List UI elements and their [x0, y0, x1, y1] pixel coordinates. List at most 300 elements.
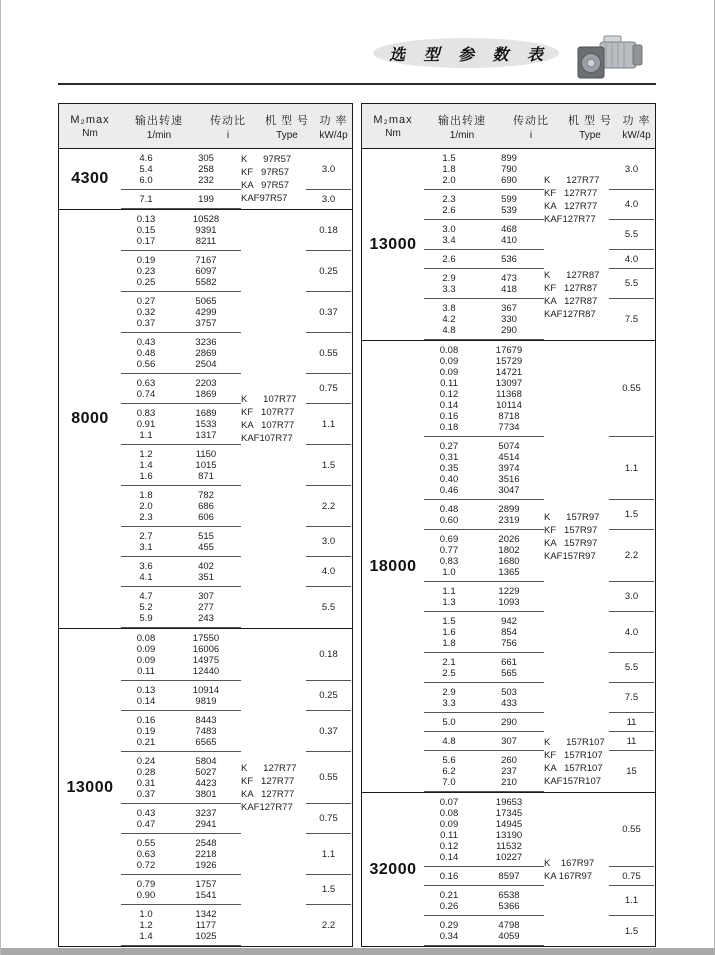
type-group — [424, 732, 655, 792]
table-row — [121, 277, 241, 288]
power-group — [121, 875, 352, 905]
type-group-stack — [121, 210, 352, 628]
selection-tables — [1, 103, 714, 947]
power-cell: 1.5 — [306, 875, 351, 905]
power-group — [121, 587, 352, 628]
speed-cell: 5.9 — [139, 612, 153, 624]
table-row — [424, 616, 544, 627]
power-cell: 0.75 — [306, 374, 351, 404]
table-row — [424, 205, 544, 216]
speed-cell: 0.43 — [136, 807, 156, 819]
ratio-cell: 1177 — [195, 919, 217, 931]
speed-cell: 0.40 — [439, 473, 459, 485]
speed-cell: 0.90 — [136, 889, 156, 901]
table-row — [121, 756, 241, 767]
ratio-cell: 8211 — [195, 235, 217, 247]
speed-cell: 7.0 — [442, 776, 456, 788]
speed-ratio-cells — [121, 875, 241, 905]
ratio-cell: 3974 — [498, 462, 520, 474]
table-row — [121, 644, 241, 655]
speed-cell: 0.21 — [439, 889, 459, 901]
power-cell: 7.5 — [609, 683, 654, 713]
table-row — [424, 422, 544, 433]
power-group — [121, 629, 352, 681]
speed-cell: 0.77 — [439, 544, 459, 556]
ratio-cell: 871 — [198, 470, 214, 482]
type-column-spacer — [544, 886, 609, 916]
type-label: KAF157R107 — [544, 776, 602, 787]
table-row — [424, 367, 544, 378]
speed-cell: 0.28 — [136, 766, 156, 778]
table-row — [424, 164, 544, 175]
speed-cell: 0.12 — [439, 840, 459, 852]
ratio-cell: 2203 — [195, 377, 217, 389]
col-header-ratio: 传动比 i — [513, 114, 549, 141]
table-row — [424, 356, 544, 367]
speed-cell: 0.55 — [136, 837, 156, 849]
ratio-cell: 2026 — [498, 533, 520, 545]
power-group — [121, 210, 352, 251]
type-column-spacer — [544, 751, 609, 792]
table-row — [424, 597, 544, 608]
speed-cell: 0.43 — [136, 336, 156, 348]
table-row — [424, 452, 544, 463]
ratio-cell: 260 — [501, 754, 517, 766]
power-cell: 0.18 — [306, 210, 351, 251]
torque-section — [362, 792, 655, 946]
speed-cell: 3.1 — [139, 541, 153, 553]
type-group-stack — [424, 793, 655, 946]
table-row — [424, 687, 544, 698]
ratio-cell: 10914 — [192, 684, 220, 696]
table-row — [121, 613, 241, 624]
power-group — [424, 886, 655, 916]
speed-cell: 0.32 — [136, 306, 156, 318]
power-group — [121, 374, 352, 404]
table-row — [121, 531, 241, 542]
ratio-cell: 402 — [198, 560, 214, 572]
table-row — [121, 214, 241, 225]
type-label: KA 127R77 — [544, 200, 598, 212]
table-row — [121, 501, 241, 512]
ratio-cell: 4299 — [195, 306, 217, 318]
ratio-cell: 756 — [501, 637, 517, 649]
ratio-cell: 854 — [501, 626, 517, 638]
speed-ratio-cells — [424, 500, 544, 530]
speed-cell: 0.08 — [439, 344, 459, 356]
speed-cell: 0.13 — [136, 213, 156, 225]
torque-section — [59, 209, 352, 628]
speed-cell: 7.1 — [139, 193, 153, 205]
speed-cell: 0.83 — [439, 555, 459, 567]
ratio-cell: 7483 — [195, 725, 217, 737]
speed-cell: 0.79 — [136, 878, 156, 890]
type-group — [121, 210, 352, 628]
speed-ratio-cells — [121, 711, 241, 752]
power-group — [121, 752, 352, 804]
type-label: KA 157R97 — [544, 537, 598, 549]
speed-ratio-cells — [424, 867, 544, 886]
ratio-cell: 1093 — [498, 596, 520, 608]
power-group — [424, 793, 655, 867]
speed-cell: 3.3 — [442, 283, 456, 295]
ratio-cell: 237 — [501, 765, 517, 777]
speed-ratio-cells — [424, 886, 544, 916]
ratio-cell: 790 — [501, 163, 517, 175]
type-group-stack — [424, 341, 655, 792]
table-row — [121, 512, 241, 523]
type-column-spacer — [241, 445, 306, 486]
type-column-spacer — [544, 732, 609, 751]
table-row — [424, 303, 544, 314]
speed-ratio-cells — [424, 341, 544, 437]
speed-cell: 0.18 — [439, 421, 459, 433]
ratio-cell: 8443 — [195, 714, 217, 726]
power-cell: 2.2 — [321, 920, 336, 931]
speed-ratio-cells — [424, 190, 544, 220]
power-cell: 11 — [609, 713, 654, 732]
speed-ratio-cells — [424, 683, 544, 713]
ratio-cell: 5074 — [498, 440, 520, 452]
table-row — [424, 901, 544, 912]
table-row — [121, 591, 241, 602]
speed-cell: 6.0 — [139, 174, 153, 186]
speed-ratio-cells — [121, 251, 241, 292]
table-row — [424, 766, 544, 777]
speed-cell: 1.6 — [442, 626, 456, 638]
speed-cell: 2.9 — [442, 272, 456, 284]
table-row — [121, 359, 241, 370]
speed-cell: 0.16 — [439, 410, 459, 422]
table-row — [424, 389, 544, 400]
col-header-output-speed: 输出转速 1/min — [438, 114, 486, 141]
ratio-cell: 10114 — [496, 399, 522, 411]
page-header — [1, 0, 714, 103]
type-label: K 167R97 — [544, 857, 595, 869]
type-group — [424, 149, 655, 250]
ratio-cell: 2218 — [195, 848, 217, 860]
type-label: K 157R97 — [544, 511, 600, 523]
speed-ratio-cells — [424, 220, 544, 250]
type-column-spacer — [241, 292, 306, 333]
ratio-cell: 5366 — [498, 900, 520, 912]
col-header-power: 功 率 kW/4p — [319, 114, 348, 141]
table-row — [121, 726, 241, 737]
power-group — [424, 220, 655, 250]
type-label: KAF157R97 — [544, 550, 596, 562]
power-group — [121, 404, 352, 445]
power-group — [424, 582, 655, 612]
power-group — [424, 612, 655, 653]
table-row — [424, 545, 544, 556]
power-group — [121, 905, 352, 946]
type-column-spacer — [544, 149, 609, 190]
ratio-cell: 9819 — [195, 695, 217, 707]
speed-ratio-cells — [424, 732, 544, 751]
table-row — [424, 474, 544, 485]
ratio-cell: 258 — [198, 163, 214, 175]
speed-cell: 0.11 — [440, 829, 458, 841]
type-label: K 107R77 — [241, 394, 297, 405]
ratio-cell: 473 — [501, 272, 517, 284]
speed-cell: 0.19 — [136, 254, 156, 266]
ratio-cell: 536 — [501, 253, 517, 265]
table-row — [424, 175, 544, 186]
ratio-cell: 330 — [501, 313, 517, 325]
table-left — [58, 103, 353, 947]
ratio-cell: 1365 — [498, 566, 520, 578]
power-cell: 0.25 — [306, 681, 351, 711]
speed-cell: 0.72 — [136, 859, 156, 871]
type-column-spacer — [241, 210, 306, 251]
power-group — [121, 711, 352, 752]
ratio-cell: 2869 — [195, 347, 217, 359]
ratio-cell: 942 — [501, 615, 517, 627]
speed-ratio-cells — [121, 527, 241, 557]
ratio-cell: 19653 — [495, 796, 523, 808]
ratio-cell: 210 — [501, 776, 517, 788]
table-row — [121, 572, 241, 583]
speed-cell: 4.6 — [139, 152, 153, 164]
speed-cell: 0.16 — [136, 714, 156, 726]
power-group — [424, 713, 655, 732]
table-row — [121, 808, 241, 819]
table-row — [424, 717, 544, 728]
speed-cell: 1.1 — [442, 585, 456, 597]
table-row — [121, 860, 241, 871]
power-group — [424, 530, 655, 582]
ratio-cell: 4059 — [498, 930, 520, 942]
type-label: K 127R77 — [544, 174, 600, 186]
ratio-cell: 5804 — [195, 755, 217, 767]
speed-ratio-cells — [424, 751, 544, 792]
power-cell: 5.5 — [609, 220, 654, 250]
power-cell: 3.0 — [609, 582, 654, 612]
ratio-cell: 410 — [501, 234, 517, 246]
power-cell: 1.5 — [624, 925, 639, 937]
ratio-cell: 1025 — [195, 930, 217, 942]
type-column-spacer — [544, 793, 609, 867]
speed-ratio-cells — [121, 834, 241, 875]
speed-cell: 0.16 — [439, 870, 459, 882]
ratio-cell: 290 — [501, 324, 517, 336]
type-column-spacer — [241, 629, 306, 681]
type-group — [424, 341, 655, 732]
power-cell: 4.0 — [609, 190, 654, 220]
table-row — [121, 471, 241, 482]
type-column-spacer — [544, 653, 609, 683]
type-group — [424, 793, 655, 946]
ratio-cell: 277 — [198, 601, 214, 613]
speed-cell: 3.0 — [442, 223, 456, 235]
table-row — [121, 920, 241, 931]
speed-cell: 1.8 — [139, 489, 153, 501]
speed-cell: 0.09 — [439, 818, 459, 830]
speed-cell: 3.8 — [442, 302, 456, 314]
table-row — [121, 666, 241, 677]
type-column-spacer — [544, 582, 609, 612]
table-row — [121, 266, 241, 277]
speed-cell: 2.3 — [139, 511, 153, 523]
speed-ratio-cells — [121, 486, 241, 527]
ratio-cell: 17679 — [495, 344, 523, 356]
ratio-cell: 199 — [198, 193, 214, 205]
speed-cell: 0.48 — [439, 503, 459, 515]
table-row — [121, 715, 241, 726]
type-label: KF 157R97 — [544, 524, 598, 536]
type-group-stack — [121, 149, 352, 209]
ratio-cell: 1757 — [195, 878, 217, 890]
table-row — [121, 561, 241, 572]
speed-cell: 0.63 — [136, 848, 156, 860]
table-row — [121, 449, 241, 460]
ratio-cell: 539 — [501, 204, 517, 216]
ratio-cell: 5027 — [195, 766, 217, 778]
table-row — [424, 314, 544, 325]
power-group — [121, 557, 352, 587]
speed-cell: 1.5 — [442, 615, 456, 627]
speed-cell: 0.35 — [439, 462, 459, 474]
speed-cell: 0.14 — [439, 851, 459, 863]
ratio-cell: 1317 — [195, 429, 217, 441]
table-row — [121, 408, 241, 419]
speed-cell: 6.2 — [442, 765, 456, 777]
speed-cell: 1.8 — [442, 637, 456, 649]
speed-cell: 4.8 — [442, 324, 456, 336]
table-row — [424, 325, 544, 336]
table-row — [121, 685, 241, 696]
speed-ratio-cells — [121, 190, 241, 209]
power-cell: 5.5 — [609, 653, 654, 683]
speed-cell: 0.63 — [136, 377, 156, 389]
speed-cell: 0.14 — [439, 399, 459, 411]
ratio-cell: 3236 — [195, 336, 217, 348]
table-row — [424, 194, 544, 205]
power-cell: 0.55 — [609, 793, 654, 867]
speed-cell: 2.9 — [442, 686, 456, 698]
speed-ratio-cells — [121, 557, 241, 587]
table-row — [424, 830, 544, 841]
torque-section — [59, 149, 352, 209]
power-cell: 0.25 — [306, 251, 351, 292]
power-cell: 3.0 — [306, 149, 351, 190]
speed-cell: 5.6 — [442, 754, 456, 766]
speed-cell: 0.08 — [136, 632, 156, 644]
page-title-banner — [373, 38, 559, 68]
table-row — [424, 808, 544, 819]
power-group — [424, 732, 655, 751]
type-label: KA 157R107 — [544, 763, 603, 774]
type-column-spacer — [544, 341, 609, 437]
speed-cell: 0.83 — [136, 407, 156, 419]
ratio-cell: 13190 — [495, 829, 523, 841]
type-column-spacer — [241, 711, 306, 752]
speed-cell: 4.8 — [442, 735, 456, 747]
col-header-torque: M₂max Nm — [373, 113, 413, 139]
type-label: KF 127R77 — [544, 187, 598, 199]
type-column-spacer — [241, 875, 306, 905]
power-group — [121, 190, 352, 209]
speed-cell: 0.13 — [136, 684, 156, 696]
table-row — [424, 920, 544, 931]
speed-cell: 0.74 — [136, 388, 156, 400]
ratio-cell: 8718 — [498, 410, 520, 422]
table-row — [121, 337, 241, 348]
speed-cell: 0.31 — [439, 451, 459, 463]
speed-cell: 0.37 — [136, 788, 156, 800]
ratio-cell: 5582 — [195, 276, 217, 288]
type-column-spacer — [241, 333, 306, 374]
power-group — [424, 867, 655, 886]
speed-ratio-cells — [424, 582, 544, 612]
table-row — [121, 153, 241, 164]
speed-cell: 5.0 — [442, 716, 456, 728]
power-cell: 1.1 — [609, 437, 654, 500]
power-cell: 0.37 — [306, 711, 351, 752]
speed-ratio-cells — [121, 445, 241, 486]
ratio-cell: 565 — [501, 667, 517, 679]
table-row — [121, 849, 241, 860]
ratio-cell: 14945 — [495, 818, 523, 830]
speed-cell: 0.26 — [439, 900, 459, 912]
table-row — [121, 175, 241, 186]
type-column-spacer — [544, 220, 609, 250]
speed-ratio-cells — [424, 149, 544, 190]
power-group — [424, 341, 655, 437]
ratio-cell: 1802 — [498, 544, 520, 556]
col-header-output-speed: 输出转速 1/min — [135, 114, 183, 141]
table-row — [424, 235, 544, 246]
power-cell: 5.5 — [321, 602, 336, 613]
speed-cell: 1.0 — [139, 908, 153, 920]
speed-ratio-cells — [424, 437, 544, 500]
ratio-cell: 599 — [501, 193, 517, 205]
type-label: KA 107R77 — [241, 420, 295, 431]
ratio-cell: 10528 — [192, 213, 220, 225]
speed-cell: 5.2 — [139, 601, 153, 613]
type-column-spacer — [241, 251, 306, 292]
table-row — [121, 419, 241, 430]
speed-cell: 0.08 — [439, 807, 459, 819]
speed-cell: 3.6 — [139, 560, 153, 572]
speed-cell: 0.31 — [136, 777, 156, 789]
power-cell: 0.55 — [306, 333, 351, 374]
type-column-spacer — [241, 801, 306, 834]
power-group — [121, 292, 352, 333]
power-group — [424, 916, 655, 946]
ratio-cell: 661 — [501, 656, 517, 668]
power-cell: 1.5 — [609, 500, 654, 530]
ratio-cell: 1869 — [195, 388, 217, 400]
power-cell: 3.0 — [321, 194, 336, 205]
ratio-cell: 7167 — [195, 254, 217, 266]
speed-ratio-cells — [121, 752, 241, 804]
speed-ratio-cells — [424, 299, 544, 340]
table-row — [424, 871, 544, 882]
type-label: KF 107R77 — [241, 407, 295, 418]
power-cell: 1.1 — [609, 886, 654, 916]
type-label: KA 127R87 — [544, 296, 598, 307]
ratio-cell: 1015 — [195, 459, 217, 471]
ratio-cell: 3757 — [195, 317, 217, 329]
table-row — [424, 931, 544, 942]
power-group — [424, 683, 655, 713]
table-row — [121, 348, 241, 359]
ratio-cell: 3801 — [195, 788, 217, 800]
speed-ratio-cells — [121, 629, 241, 681]
ratio-cell: 2319 — [498, 514, 520, 526]
speed-cell: 1.5 — [442, 152, 456, 164]
